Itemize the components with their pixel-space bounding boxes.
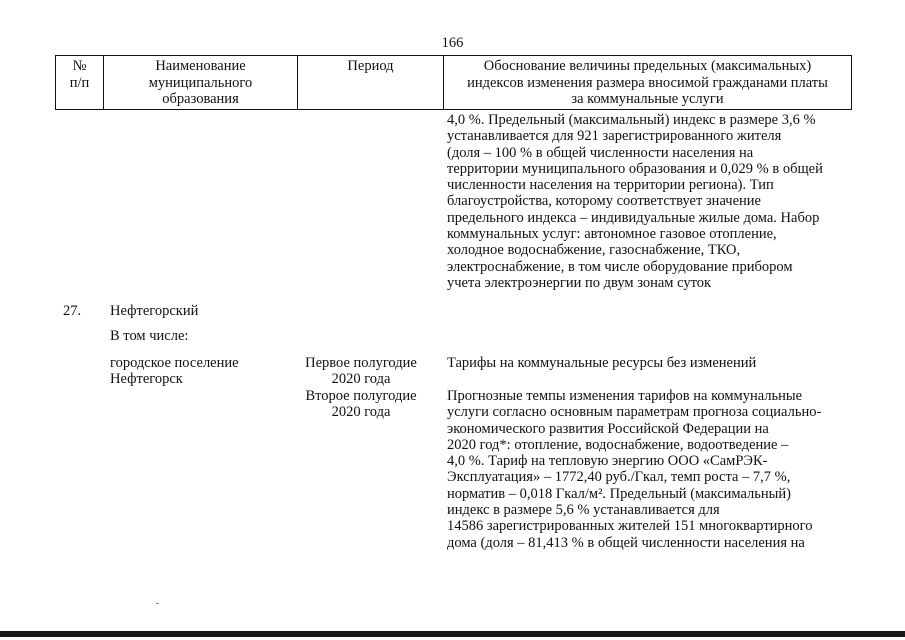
text-line: холодное водоснабжение, газоснабжение, ТКО, [447,242,741,259]
text-line: благоустройства, которому соответствует значение [447,193,761,210]
text-line: 4,0 %. Предельный (максимальный) индекс в размере 3,6 % [447,112,816,128]
text-line: индекс в размере 5,6 % устанавливается для [447,502,720,519]
scan-artifact [156,603,159,604]
text-line: Эксплуатация» – 1772,40 руб./Гкал, темп роста – 7,7 %, [447,469,791,486]
period-first [300,355,422,388]
settlement-name-line: Нефтегорск [110,371,183,388]
header-municipality-line: образования [162,91,239,107]
text-line: устанавливается для 921 зарегистрированного жителя [447,128,782,145]
page-number: 166 [441,35,464,51]
text-line: дома (доля – 81,413 % в общей численности населения на [447,534,805,551]
header-basis [444,58,851,108]
header-divider [851,55,852,110]
period-line: Первое полугодие [305,355,417,371]
row-number: 27. [63,303,82,319]
text-line: коммунальных услуг: автономное газовое отопление, [447,226,777,243]
text-line: электроснабжение, в том числе оборудование прибором [447,258,793,275]
header-number [56,58,103,91]
settlement-name [110,355,239,388]
text-line: 4,0 %. Тариф на тепловую энергию ООО «СамРЭК- [447,453,768,470]
basis-first: Тарифы на коммунальные ресурсы без изменений [447,355,757,371]
header-municipality [104,58,297,108]
text-line: Прогнозные темпы изменения тарифов на коммунальные [447,388,803,404]
period-second [300,388,422,421]
header-municipality-line: Наименование [155,58,246,74]
header-period: Период [347,58,394,74]
basis-second-paragraph [447,388,845,551]
continuation-paragraph [447,112,845,291]
text-line: (доля – 100 % в общей численности населения на [447,144,754,161]
header-basis-line: за коммунальные услуги [571,91,724,107]
header-number-line: № [72,58,87,74]
text-line: предельного индекса – индивидуальные жилые дома. Набор [447,209,820,226]
header-number-line: п/п [69,74,90,91]
header-basis-line: индексов изменения размера вносимой гражданами платы [467,74,828,91]
header-municipality-line: муниципального [148,74,253,91]
settlement-name-line: городское поселение [110,355,239,371]
page-bottom-edge [0,631,905,637]
text-line: норматив – 0,018 Гкал/м². Предельный (максимальный) [447,485,791,502]
municipality-name: Нефтегорский [110,303,199,319]
period-line: 2020 года [331,371,391,388]
text-line: 2020 год*: отопление, водоснабжение, водоотведение – [447,436,789,453]
text-line: учета электроэнергии по двум зонам суток [447,274,712,291]
text-line: услуги согласно основным параметрам прогноза социально- [447,404,822,421]
header-basis-line: Обоснование величины предельных (максимальных) [483,58,812,74]
text-line: экономического развития Российской Федерации на [447,420,769,437]
including-label: В том числе: [110,328,189,344]
text-line: численности населения на территории региона). Тип [447,177,774,194]
text-line: 14586 зарегистрированных жителей 151 многоквартирного [447,518,813,535]
text-line: территории муниципального образования и 0,029 % в общей [447,160,823,177]
period-line: 2020 года [331,404,391,421]
period-line: Второе полугодие [305,388,417,404]
